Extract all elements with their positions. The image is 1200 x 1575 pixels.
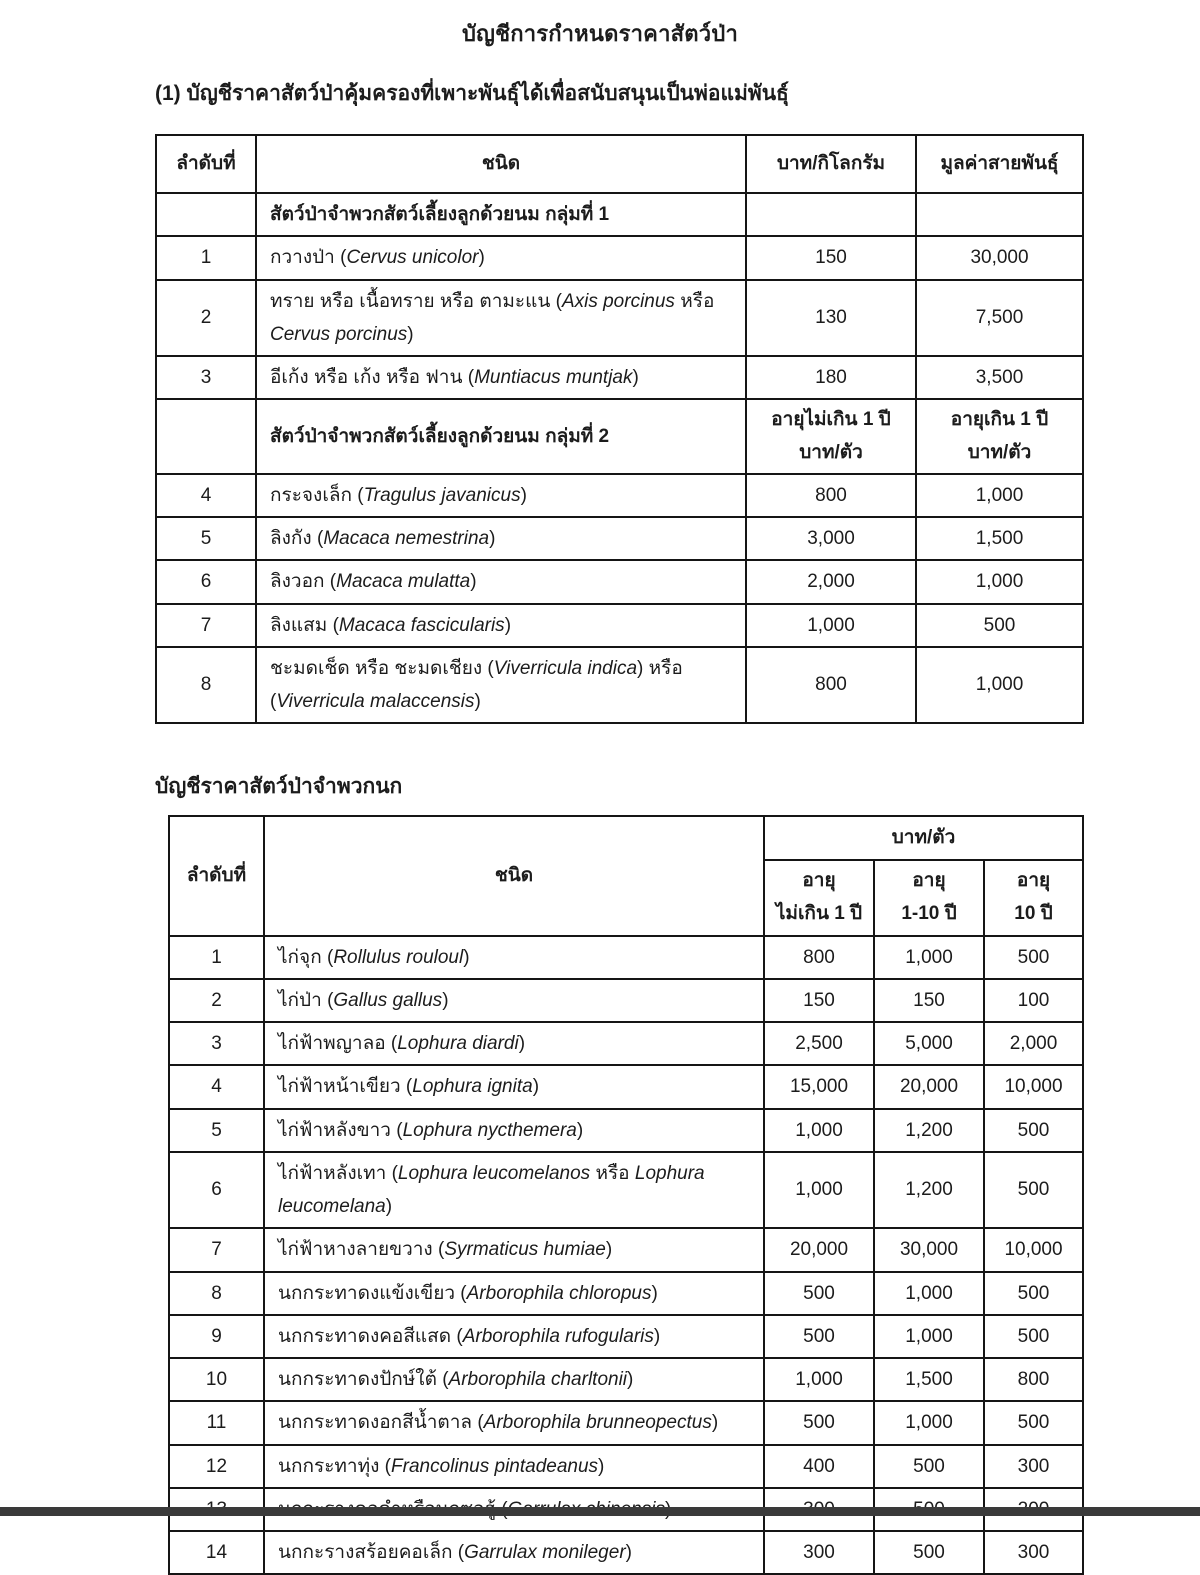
species-latin-name: Viverricula indica: [493, 657, 638, 679]
price-cell: 1,000: [764, 1358, 874, 1401]
species-cell: [264, 1109, 764, 1152]
mammal-table-body: [156, 193, 1083, 723]
page-title: บัญชีการกำหนดราคาสัตว์ป่า: [461, 21, 739, 46]
species-thai-name: ): [598, 1455, 605, 1477]
species-thai-name: ): [651, 1282, 658, 1304]
species-cell: [256, 356, 746, 399]
species-cell: [264, 1358, 764, 1401]
row-number-cell: 4: [169, 1065, 264, 1108]
table-row: [156, 560, 1083, 603]
header-age-over-10: [984, 860, 1083, 936]
price-cell: 1,000: [874, 936, 984, 979]
species-thai-name: สัตว์ป่าจำพวกสัตว์เลี้ยงลูกด้วยนม กลุ่มที่ 1: [270, 204, 610, 225]
species-thai-name: สัตว์ป่าจำพวกสัตว์เลี้ยงลูกด้วยนม กลุ่มที่ 2: [270, 425, 610, 447]
price-cell: 150: [874, 979, 984, 1022]
row-number-cell: 9: [169, 1315, 264, 1358]
table-row: [169, 979, 1083, 1022]
mammal-table-header-row: [156, 135, 1083, 193]
species-cell: [256, 236, 746, 279]
species-thai-name: หรือ: [674, 290, 715, 312]
price-cell: [746, 399, 916, 474]
species-thai-name: ): [625, 1542, 632, 1564]
header-breed-value: มูลค่าสายพันธุ์: [916, 135, 1083, 193]
table-row: [156, 517, 1083, 560]
species-cell: [264, 979, 764, 1022]
price-cell: [916, 399, 1083, 474]
species-cell: [256, 399, 746, 474]
price-cell: 100: [984, 979, 1083, 1022]
price-cell: 10,000: [984, 1065, 1083, 1108]
species-thai-name: ): [470, 571, 477, 593]
table-row: [169, 1109, 1083, 1152]
species-latin-name: Macaca fascicularis: [338, 614, 505, 636]
price-cell: 1,500: [916, 517, 1083, 560]
species-latin-name: Lophura nycthemera: [402, 1119, 577, 1141]
species-latin-name: Rollulus rouloul: [333, 946, 464, 968]
table-row: [169, 1315, 1083, 1358]
species-thai-name: ): [520, 484, 527, 506]
price-header-line: บาท/ตัว: [799, 441, 863, 463]
species-cell: [264, 1272, 764, 1315]
species-latin-name: Arborophila rufogularis: [462, 1325, 654, 1347]
species-latin-name: Macaca nemestrina: [323, 528, 490, 550]
species-thai-name: ): [532, 1076, 540, 1098]
species-cell: [256, 280, 746, 357]
species-thai-name: กระจงเล็ก (: [270, 484, 364, 506]
row-number-cell: 7: [156, 604, 256, 647]
species-latin-name: Cervus unicolor: [346, 247, 479, 269]
table-row: [156, 647, 1083, 724]
row-number-cell: 11: [169, 1401, 264, 1444]
row-number-cell: 5: [156, 517, 256, 560]
row-number-cell: [156, 193, 256, 236]
price-cell: 2,000: [984, 1022, 1083, 1065]
table-row: [169, 1401, 1083, 1444]
bird-table-body: [169, 936, 1083, 1575]
price-cell: 300: [984, 1445, 1083, 1488]
price-cell: 1,500: [874, 1358, 984, 1401]
species-latin-name: Syrmaticus humiae: [444, 1239, 606, 1261]
species-thai-name: ไก่ฟ้าหลังเทา (: [278, 1162, 398, 1184]
species-latin-name: Macaca mulatta: [336, 571, 471, 593]
bird-table-header-row-1: [169, 816, 1083, 859]
species-cell: [264, 1228, 764, 1271]
species-thai-name: นกกระทาดงแข้งเขียว (: [278, 1282, 467, 1304]
price-cell: 1,000: [874, 1272, 984, 1315]
species-thai-name: ไก่จุก (: [278, 946, 334, 968]
price-cell: 300: [764, 1531, 874, 1574]
table-row: [156, 236, 1083, 279]
price-cell: 500: [874, 1445, 984, 1488]
species-thai-name: ): [385, 1196, 393, 1218]
price-cell: 1,200: [874, 1152, 984, 1229]
header-age-range: 10 ปี: [1014, 902, 1053, 924]
species-thai-name: ): [463, 946, 470, 968]
header-age-range: ไม่เกิน 1 ปี: [775, 902, 863, 924]
row-number-cell: [156, 399, 256, 474]
species-cell: [264, 1065, 764, 1108]
species-thai-name: ): [711, 1412, 719, 1434]
price-header-line: บาท/ตัว: [967, 441, 1032, 463]
mammal-price-table: [155, 134, 1084, 724]
header-age-1-10: [874, 860, 984, 936]
header-age-label: อายุ: [912, 870, 946, 892]
species-latin-name: Lophura diardi: [397, 1033, 519, 1055]
species-thai-name: ไก่ป่า (: [278, 989, 334, 1011]
price-cell: 500: [874, 1531, 984, 1574]
species-thai-name: ): [632, 367, 639, 388]
species-cell: [264, 1445, 764, 1488]
species-thai-name: ) หรือ (: [270, 657, 683, 713]
species-latin-name: Gallus gallus: [333, 989, 443, 1011]
price-cell: 2,500: [764, 1022, 874, 1065]
header-species: ชนิด: [264, 816, 764, 935]
price-cell: 20,000: [874, 1065, 984, 1108]
header-no: ลำดับที่: [156, 135, 256, 193]
species-latin-name: Lophura ignita: [412, 1076, 533, 1098]
species-latin-name: Lophura leucomelana: [278, 1162, 705, 1218]
species-thai-name: ): [653, 1325, 661, 1347]
table-row: [169, 936, 1083, 979]
price-cell: 500: [984, 1315, 1083, 1358]
row-number-cell: 8: [156, 647, 256, 724]
row-number-cell: 4: [156, 474, 256, 517]
header-species: ชนิด: [256, 135, 746, 193]
species-cell: [256, 560, 746, 603]
species-cell: [264, 1315, 764, 1358]
price-cell: 1,000: [874, 1401, 984, 1444]
price-cell: 800: [746, 647, 916, 724]
row-number-cell: 10: [169, 1358, 264, 1401]
species-latin-name: Arborophila brunneopectus: [483, 1412, 712, 1434]
species-thai-name: นกกระทาดงคอสีแสด (: [278, 1325, 463, 1347]
species-cell: [256, 474, 746, 517]
price-cell: 15,000: [764, 1065, 874, 1108]
price-cell: 800: [764, 936, 874, 979]
row-number-cell: 8: [169, 1272, 264, 1315]
species-thai-name: ): [474, 691, 481, 713]
price-cell: 1,000: [874, 1315, 984, 1358]
header-price-per-animal: บาท/ตัว: [764, 816, 1083, 859]
price-header-line: อายุเกิน 1 ปี: [950, 409, 1049, 431]
species-thai-name: ไก่ฟ้าหน้าเขียว (: [278, 1076, 413, 1098]
header-price-per-kg: บาท/กิโลกรัม: [746, 135, 916, 193]
species-thai-name: ): [442, 989, 449, 1011]
species-thai-name: ไก่ฟ้าพญาลอ (: [278, 1033, 398, 1055]
price-cell: 150: [746, 236, 916, 279]
species-thai-name: ): [627, 1369, 634, 1391]
species-thai-name: ): [489, 528, 496, 550]
price-cell: 500: [984, 1272, 1083, 1315]
row-number-cell: 3: [156, 356, 256, 399]
price-cell: 30,000: [874, 1228, 984, 1271]
species-thai-name: นกกะรางสร้อยคอเล็ก (: [278, 1542, 465, 1564]
table-row: [169, 1358, 1083, 1401]
species-latin-name: Cervus porcinus: [270, 323, 408, 345]
species-latin-name: Muntiacus muntjak: [474, 367, 633, 388]
price-cell: 5,000: [874, 1022, 984, 1065]
price-cell: 20,000: [764, 1228, 874, 1271]
price-cell: 1,000: [916, 474, 1083, 517]
price-cell: [746, 193, 916, 236]
species-cell: [256, 517, 746, 560]
row-number-cell: 2: [156, 280, 256, 357]
species-cell: [256, 647, 746, 724]
species-latin-name: Francolinus pintadeanus: [391, 1455, 599, 1477]
species-thai-name: กวางป่า (: [270, 247, 347, 269]
table-row: [169, 1065, 1083, 1108]
row-number-cell: 2: [169, 979, 264, 1022]
price-cell: 130: [746, 280, 916, 357]
species-cell: [264, 1022, 764, 1065]
section-row: [156, 193, 1083, 236]
species-latin-name: Tragulus javanicus: [363, 484, 521, 506]
species-cell: [264, 1531, 764, 1574]
table-row: [169, 1445, 1083, 1488]
species-thai-name: ลิงวอก (: [270, 571, 337, 593]
species-thai-name: ทราย หรือ เนื้อทราย หรือ ตามะแน (: [270, 290, 562, 312]
species-latin-name: Garrulax monileger: [464, 1542, 626, 1564]
price-cell: 30,000: [916, 236, 1083, 279]
bird-section-heading: บัญชีราคาสัตว์ป่าจำพวกนก: [155, 775, 403, 799]
species-latin-name: Axis porcinus: [561, 290, 675, 312]
species-cell: [256, 604, 746, 647]
species-thai-name: ไก่ฟ้าหลังขาว (: [278, 1119, 403, 1141]
row-number-cell: 1: [156, 236, 256, 279]
price-cell: 500: [764, 1315, 874, 1358]
table-row: [169, 1022, 1083, 1065]
price-cell: 1,000: [764, 1152, 874, 1229]
price-cell: 800: [746, 474, 916, 517]
species-thai-name: ): [504, 614, 512, 636]
species-thai-name: ): [478, 247, 485, 269]
price-cell: [916, 193, 1083, 236]
species-cell: [256, 193, 746, 236]
price-cell: 1,000: [916, 560, 1083, 603]
row-number-cell: 7: [169, 1228, 264, 1271]
header-age-under-1: [764, 860, 874, 936]
price-cell: 500: [984, 1152, 1083, 1229]
species-latin-name: Arborophila chloropus: [466, 1282, 652, 1304]
price-cell: 1,000: [764, 1109, 874, 1152]
row-number-cell: 3: [169, 1022, 264, 1065]
header-age-range: 1-10 ปี: [901, 902, 957, 924]
species-thai-name: อีเก้ง หรือ เก้ง หรือ ฟาน (: [270, 367, 475, 388]
table-row: [156, 604, 1083, 647]
table-row: [169, 1272, 1083, 1315]
section-row: [156, 399, 1083, 474]
price-cell: 7,500: [916, 280, 1083, 357]
price-cell: 500: [764, 1272, 874, 1315]
species-thai-name: ): [605, 1239, 613, 1261]
species-cell: [264, 1401, 764, 1444]
row-number-cell: 14: [169, 1531, 264, 1574]
species-thai-name: ): [518, 1033, 526, 1055]
price-cell: 3,500: [916, 356, 1083, 399]
species-thai-name: ): [407, 323, 414, 345]
header-no: ลำดับที่: [169, 816, 264, 935]
price-cell: 2,000: [746, 560, 916, 603]
price-cell: 500: [764, 1401, 874, 1444]
document-subtitle: (1) บัญชีราคาสัตว์ป่าคุ้มครองที่เพาะพันธุ์ได้เพื่อสนับสนุนเป็นพ่อแม่พันธุ์: [155, 82, 789, 105]
species-thai-name: ไก่ฟ้าหางลายขวาง (: [278, 1239, 445, 1261]
species-thai-name: ลิงแสม (: [270, 614, 339, 636]
species-thai-name: นกกระทาทุ่ง (: [278, 1455, 392, 1477]
price-cell: 1,200: [874, 1109, 984, 1152]
price-cell: 1,000: [746, 604, 916, 647]
species-cell: [264, 936, 764, 979]
species-thai-name: นกกระทาดงปักษ์ใต้ (: [278, 1369, 449, 1391]
price-cell: 3,000: [746, 517, 916, 560]
header-age-label: อายุ: [1016, 870, 1051, 892]
price-cell: 500: [984, 936, 1083, 979]
species-latin-name: Arborophila charltonii: [448, 1369, 628, 1391]
row-number-cell: 1: [169, 936, 264, 979]
table-row: [156, 280, 1083, 357]
row-number-cell: 12: [169, 1445, 264, 1488]
species-thai-name: หรือ: [590, 1162, 635, 1184]
price-cell: 500: [916, 604, 1083, 647]
table-row: [169, 1152, 1083, 1229]
species-thai-name: ): [576, 1119, 584, 1141]
bird-price-table: [168, 815, 1084, 1575]
price-cell: 1,000: [916, 647, 1083, 724]
species-latin-name: Viverricula malaccensis: [276, 691, 475, 713]
price-cell: 500: [984, 1401, 1083, 1444]
price-cell: 500: [984, 1109, 1083, 1152]
species-thai-name: ชะมดเช็ด หรือ ชะมดเชียง (: [270, 657, 494, 679]
price-cell: 150: [764, 979, 874, 1022]
price-cell: 300: [984, 1531, 1083, 1574]
table-row: [156, 474, 1083, 517]
species-latin-name: Lophura leucomelanos: [397, 1162, 591, 1184]
price-cell: 180: [746, 356, 916, 399]
price-cell: 10,000: [984, 1228, 1083, 1271]
species-thai-name: นกกระทาดงอกสีน้ำตาล (: [278, 1412, 484, 1434]
species-cell: [264, 1152, 764, 1229]
header-age-label: อายุ: [802, 870, 836, 892]
table-row: [156, 356, 1083, 399]
table-row: [169, 1228, 1083, 1271]
price-cell: 800: [984, 1358, 1083, 1401]
row-number-cell: 5: [169, 1109, 264, 1152]
price-header-line: อายุไม่เกิน 1 ปี: [771, 409, 891, 431]
row-number-cell: 6: [169, 1152, 264, 1229]
page-bottom-edge: [0, 1507, 1200, 1516]
table-row: [169, 1531, 1083, 1574]
row-number-cell: 6: [156, 560, 256, 603]
species-thai-name: ลิงกัง (: [270, 528, 324, 550]
price-cell: 400: [764, 1445, 874, 1488]
